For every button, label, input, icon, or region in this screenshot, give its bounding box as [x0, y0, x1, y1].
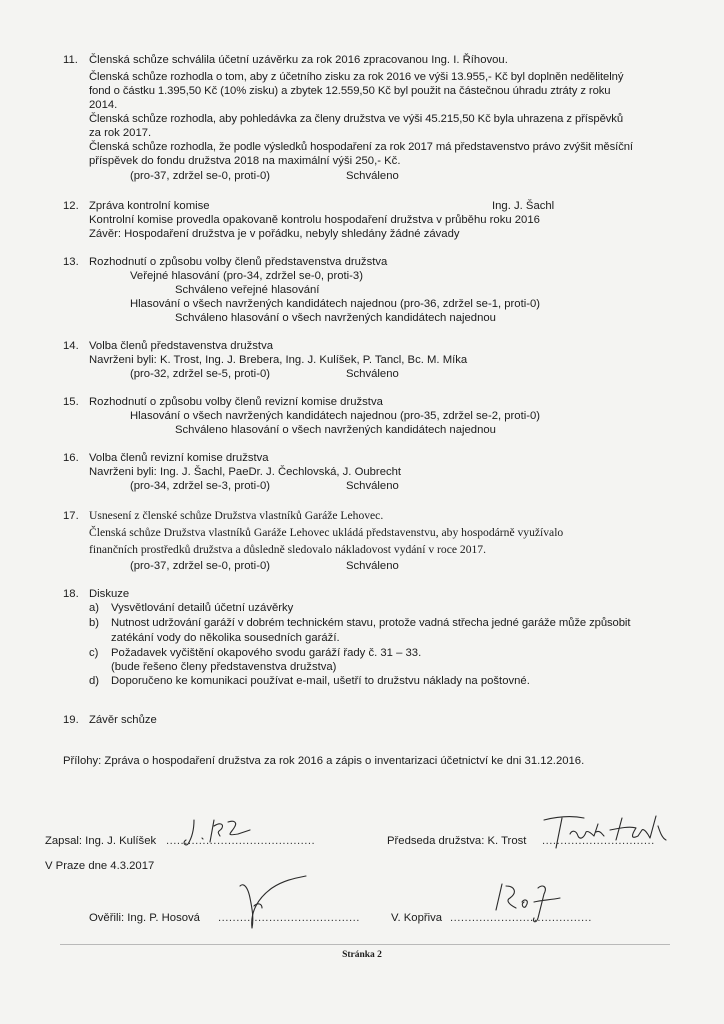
list-marker: c)	[89, 647, 99, 659]
speaker-name: Ing. J. Šachl	[492, 200, 555, 212]
item-number: 16.	[63, 452, 79, 464]
item-text: Zpráva kontrolní komise	[89, 200, 210, 212]
item-text: Členská schůze schválila účetní uzávěrku za rok 2016 zpracovanou Ing. I. Říhovou.	[89, 54, 508, 66]
item-text: finančních prostředků družstva a důsledně sledovalo nákladovost vydání v roce 2017.	[89, 543, 486, 556]
page-footer: Stránka 2	[342, 950, 382, 960]
item-text: 2014.	[89, 99, 118, 111]
footer-divider	[60, 944, 670, 945]
item-text: Navrženi byli: K. Trost, Ing. J. Brebera, Ing. J. Kulíšek, P. Tancl, Bc. M. Míka	[89, 354, 468, 366]
item-number: 15.	[63, 396, 79, 408]
signature-dotted-line: .......................................	[218, 912, 360, 924]
item-text: fond o částku 1.395,50 Kč (10% zisku) a zbytek 12.559,50 Kč byl použit na částečnou úhradu ztráty z roku	[89, 85, 611, 97]
verifier-label: V. Kopřiva	[391, 912, 443, 924]
item-title: Závěr schůze	[89, 714, 157, 726]
item-text: za rok 2017.	[89, 127, 152, 139]
recorder-label: Zapsal: Ing. J. Kulíšek	[45, 835, 157, 847]
item-text: Členská schůze Družstva vlastníků Garáže Lehovec ukládá představenstvu, aby hospodárně využívalo	[89, 526, 564, 539]
item-number: 19.	[63, 714, 79, 726]
list-item: zatékání vody do několika sousedních garáží.	[111, 632, 340, 644]
signature-hosova	[232, 872, 312, 932]
item-number: 13.	[63, 256, 79, 268]
item-text: Členská schůze rozhodla o tom, aby z účetního zisku za rok 2016 ve výši 13.955,- Kč byl doplněn nedělitelný	[89, 71, 624, 83]
signature-trost	[540, 810, 680, 852]
item-text: Navrženi byli: Ing. J. Šachl, PaeDr. J. Čechlovská, J. Oubrecht	[89, 466, 402, 478]
item-text: Schváleno veřejné hlasování	[175, 284, 320, 296]
signature-kulisek	[180, 812, 270, 848]
vote-count: (pro-37, zdržel se-0, proti-0)	[130, 560, 271, 572]
vote-result: Schváleno	[346, 368, 399, 380]
list-item: Požadavek vyčištění okapového svodu garáží řady č. 31 – 33.	[111, 647, 422, 659]
vote-count: (pro-37, zdržel se-0, proti-0)	[130, 170, 271, 182]
vote-result: Schváleno	[346, 480, 399, 492]
signature-kopriva	[488, 878, 568, 928]
signature-dotted-line: ...............................	[542, 835, 655, 847]
vote-count: (pro-34, zdržel se-3, proti-0)	[130, 480, 271, 492]
item-text: Členská schůze rozhodla, že podle výsledků hospodaření za rok 2017 má představenstvo právo zvýšit měsíční	[89, 141, 633, 153]
item-text: Veřejné hlasování (pro-34, zdržel se-0, proti-3)	[130, 270, 363, 282]
item-number: 14.	[63, 340, 79, 352]
chairman-label: Předseda družstva: K. Trost	[387, 835, 527, 847]
item-title: Diskuze	[89, 588, 130, 600]
list-marker: b)	[89, 617, 100, 629]
item-text: Hlasování o všech navržených kandidátech najednou (pro-36, zdržel se-1, proti-0)	[130, 298, 541, 310]
vote-result: Schváleno	[346, 170, 399, 182]
list-item: Doporučeno ke komunikaci používat e-mail, ušetří to družstvu náklady na poštovné.	[111, 675, 530, 687]
vote-count: (pro-32, zdržel se-5, proti-0)	[130, 368, 271, 380]
list-item: Vysvětlování detailů účetní uzávěrky	[111, 602, 294, 614]
item-number: 12.	[63, 200, 79, 212]
item-text: Rozhodnutí o způsobu volby členů revizní komise družstva	[89, 396, 383, 408]
item-text: Závěr: Hospodaření družstva je v pořádku, nebyly shledány žádné závady	[89, 228, 460, 240]
item-number: 17.	[63, 510, 79, 522]
item-text: Rozhodnutí o způsobu volby členů představenstva družstva	[89, 256, 388, 268]
vote-result: Schváleno	[346, 560, 399, 572]
item-text: Usnesení z členské schůze Družstva vlastníků Garáže Lehovec.	[89, 509, 384, 522]
item-text: příspěvek do fondu družstva 2018 na maximální výši 250,- Kč.	[89, 155, 401, 167]
item-text: Schváleno hlasování o všech navržených kandidátech najednou	[175, 312, 496, 324]
list-item: Nutnost udržování garáží v dobrém technickém stavu, protože vadná střecha jedné garáže může způsobit	[111, 617, 631, 629]
item-text: Kontrolní komise provedla opakovaně kontrolu hospodaření družstva v průběhu roku 2016	[89, 214, 540, 226]
list-marker: a)	[89, 602, 100, 614]
signature-dotted-line: .......................................	[450, 912, 592, 924]
list-item: (bude řešeno členy představenstva družstva)	[111, 661, 337, 673]
item-text: Schváleno hlasování o všech navržených kandidátech najednou	[175, 424, 496, 436]
item-number: 11.	[63, 54, 78, 66]
item-text: Hlasování o všech navržených kandidátech najednou (pro-35, zdržel se-2, proti-0)	[130, 410, 541, 422]
item-text: Členská schůze rozhodla, aby pohledávka za členy družstva ve výši 45.215,50 Kč byla uhrazena z příspěvků	[89, 113, 624, 125]
place-date: V Praze dne 4.3.2017	[45, 860, 155, 872]
attachments-note: Přílohy: Zpráva o hospodaření družstva za rok 2016 a zápis o inventarizaci účetnictví ke dni 31.12.2016.	[63, 755, 585, 767]
verifier-label: Ověřili: Ing. P. Hosová	[89, 912, 200, 924]
item-number: 18.	[63, 588, 79, 600]
item-text: Volba členů představenstva družstva	[89, 340, 273, 352]
signature-dotted-line: .........................................	[166, 835, 316, 847]
list-marker: d)	[89, 675, 100, 687]
item-text: Volba členů revizní komise družstva	[89, 452, 269, 464]
